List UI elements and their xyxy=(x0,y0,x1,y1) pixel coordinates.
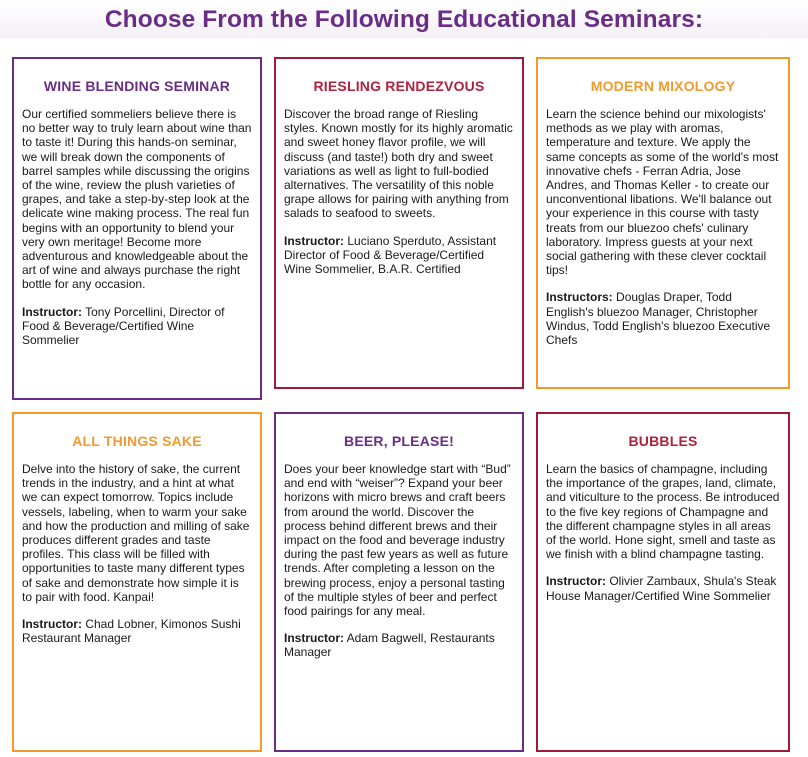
seminar-card-riesling xyxy=(274,57,524,389)
seminar-description: Does your beer knowledge start with “Bud” and end with “weiser”? Expand your beer horizons with micro brews and craft beers from around the world. Discover the process behind different brews and their impact on the food and beverage industry during the past few years as well as future trends. After completing a lesson on the brewing process, enjoy a personal tasting of the multiple styles of beer and perfect food pairings for any meal. xyxy=(284,462,511,619)
instructor-name: Adam Bagwell, Restaurants Manager xyxy=(284,631,495,660)
seminar-card-beer xyxy=(274,412,524,752)
seminar-instructor xyxy=(546,290,780,347)
seminar-instructor xyxy=(22,305,252,348)
seminar-title: MODERN MIXOLOGY xyxy=(590,78,736,94)
instructor-name: Tony Porcellini, Director of Food & Beverage/Certified Wine Sommelier xyxy=(22,304,225,348)
instructor-label: Instructor: xyxy=(546,574,606,589)
seminar-instructor xyxy=(22,617,252,645)
seminar-title: BUBBLES xyxy=(628,433,698,449)
seminar-title: RIESLING RENDEZVOUS xyxy=(313,78,485,94)
seminar-title: ALL THINGS SAKE xyxy=(72,433,202,449)
instructor-name: Luciano Sperduto, Assistant Director of Food & Beverage/Certified Wine Sommelier, B.A.R. Certified xyxy=(284,233,497,277)
seminar-card-mixology xyxy=(536,57,790,389)
seminar-title: BEER, PLEASE! xyxy=(344,433,454,449)
seminar-description: Learn the science behind our mixologists' methods as we play with aromas, temperature and texture. We apply the same concepts as some of the world's most innovative chefs - Ferran Adria, Jose Andres, and Thomas Keller - to create our unconventional libations. We'll balance out your experience in this course with tasty treats from our bluezoo chefs' culinary laboratory. Impress guests at your next social gathering with these clever cocktail tips! xyxy=(546,107,779,278)
seminar-title: WINE BLENDING SEMINAR xyxy=(43,78,231,94)
seminar-description: Discover the broad range of Riesling styles. Known mostly for its highly aromatic and sweet honey flavor profile, we will discuss (and taste!) both dry and sweet variations as well as light to full-bodied alternatives. The versatility of this noble grape allows for pairing with anything from salads to seafood to sweets. xyxy=(284,107,513,221)
instructor-name: Douglas Draper, Todd English's bluezoo Manager, Christopher Windus, Todd English's bluezoo Executive Chefs xyxy=(546,290,771,348)
seminar-description: Our certified sommeliers believe there is no better way to truly learn about wine than to taste it! During this hands-on seminar, we will break down the components of barrel samples while discussing the origins of the wine, review the plush varieties of grapes, and take a step-by-step look at the delicate wine making process. The real fun begins with an opportunity to blend your very own meritage! Become more adventurous and knowledgeable about the art of wine and always purchase the right bottle for any occasion. xyxy=(22,107,252,292)
instructor-label: Instructor: xyxy=(284,631,344,646)
instructor-label: Instructor: xyxy=(22,304,82,319)
seminar-card-bubbles xyxy=(536,412,790,752)
instructor-name: Olivier Zambaux, Shula's Steak House Manager/Certified Wine Sommelier xyxy=(546,574,777,603)
seminar-instructor xyxy=(284,234,514,277)
instructor-label: Instructors: xyxy=(546,290,613,305)
seminar-card-wine-blending xyxy=(12,57,262,400)
seminar-instructor xyxy=(284,631,514,659)
instructor-name: Chad Lobner, Kimonos Sushi Restaurant Manager xyxy=(22,617,241,646)
seminar-card-sake xyxy=(12,412,262,752)
seminar-description: Delve into the history of sake, the current trends in the industry, and a hint at what we can expect tomorrow. Topics include vessels, labeling, when to warm your sake and how the production and milling of sake produces different grades and taste profiles. This class will be filled with opportunities to taste many different types of sake and demonstrate how simple it is to pair with food. Kanpai! xyxy=(22,462,250,604)
instructor-label: Instructor: xyxy=(284,233,344,248)
page-title: Choose From the Following Educational Seminars: xyxy=(104,6,704,33)
seminar-description: Learn the basics of champagne, including the importance of the grapes, land, climate, and viticulture to the process. Be introduced to the five key regions of Champagne and the different champagne styles in all areas of the world. Hone sight, smell and taste as we finish with a blind champagne tasting. xyxy=(546,462,780,562)
instructor-label: Instructor: xyxy=(22,617,82,632)
seminar-instructor xyxy=(546,574,780,602)
